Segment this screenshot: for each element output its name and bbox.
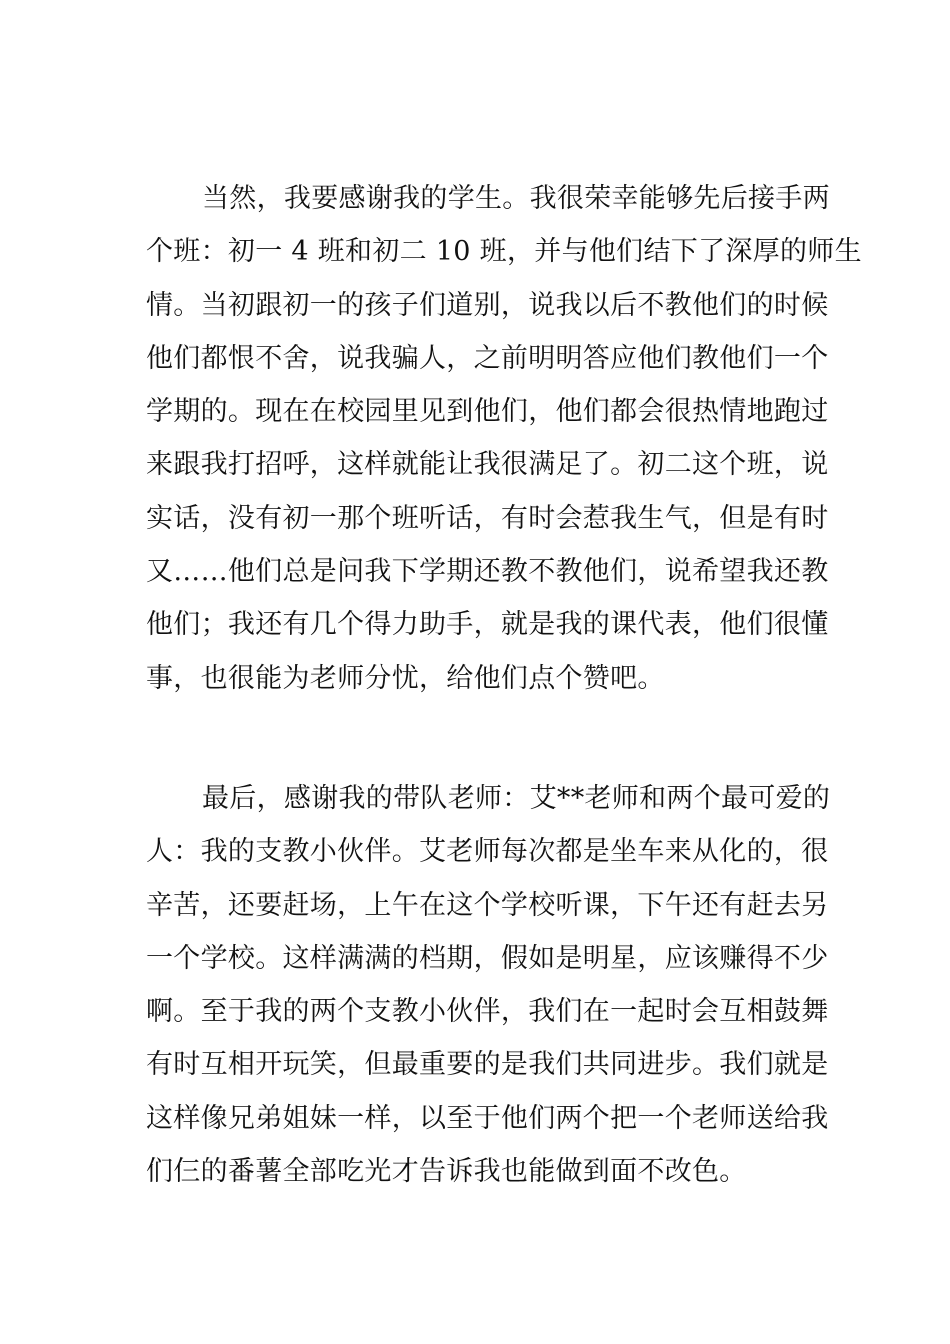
paragraph-line: 当然，我要感谢我的学生。我很荣幸能够先后接手两 [202, 183, 830, 214]
paragraph-line: 最后，感谢我的带队老师：艾**老师和两个最可爱的 [202, 783, 831, 814]
paragraph-line: 辛苦，还要赶场，上午在这个学校听课，下午还有赶去另 [146, 889, 829, 921]
paragraph-thanks-students [146, 172, 862, 705]
paragraph-line: 个班：初一 4 班和初二 10 班，并与他们结下了深厚的师生 [146, 236, 862, 268]
paragraph-line: 又……他们总是问我下学期还教不教他们，说希望我还教 [146, 556, 829, 588]
paragraph-line: 来跟我打招呼，这样就能让我很满足了。初二这个班，说 [146, 449, 829, 481]
paragraph-line: 他们都恨不舍，说我骗人，之前明明答应他们教他们一个 [146, 342, 829, 374]
paragraph-line: 实话，没有初一那个班听话，有时会惹我生气，但是有时 [146, 502, 829, 534]
paragraph-line: 情。当初跟初一的孩子们道别，说我以后不教他们的时候 [146, 289, 829, 321]
paragraph-line: 有时互相开玩笑，但最重要的是我们共同进步。我们就是 [146, 1049, 829, 1081]
paragraph-line: 事，也很能为老师分忧，给他们点个赞吧。 [146, 662, 665, 694]
paragraph-thanks-teachers [146, 772, 831, 1198]
paragraph-line: 们仨的番薯全部吃光才告诉我也能做到面不改色。 [146, 1156, 747, 1188]
paragraph-line: 啊。至于我的两个支教小伙伴，我们在一起时会互相鼓舞 [146, 996, 829, 1028]
paragraph-line: 学期的。现在在校园里见到他们，他们都会很热情地跑过 [146, 396, 829, 428]
paragraph-line: 人：我的支教小伙伴。艾老师每次都是坐车来从化的，很 [146, 836, 829, 868]
paragraph-line: 一个学校。这样满满的档期，假如是明星，应该赚得不少 [146, 942, 829, 974]
paragraph-line: 这样像兄弟姐妹一样，以至于他们两个把一个老师送给我 [146, 1102, 829, 1134]
paragraph-line: 他们；我还有几个得力助手，就是我的课代表，他们很懂 [146, 609, 829, 641]
